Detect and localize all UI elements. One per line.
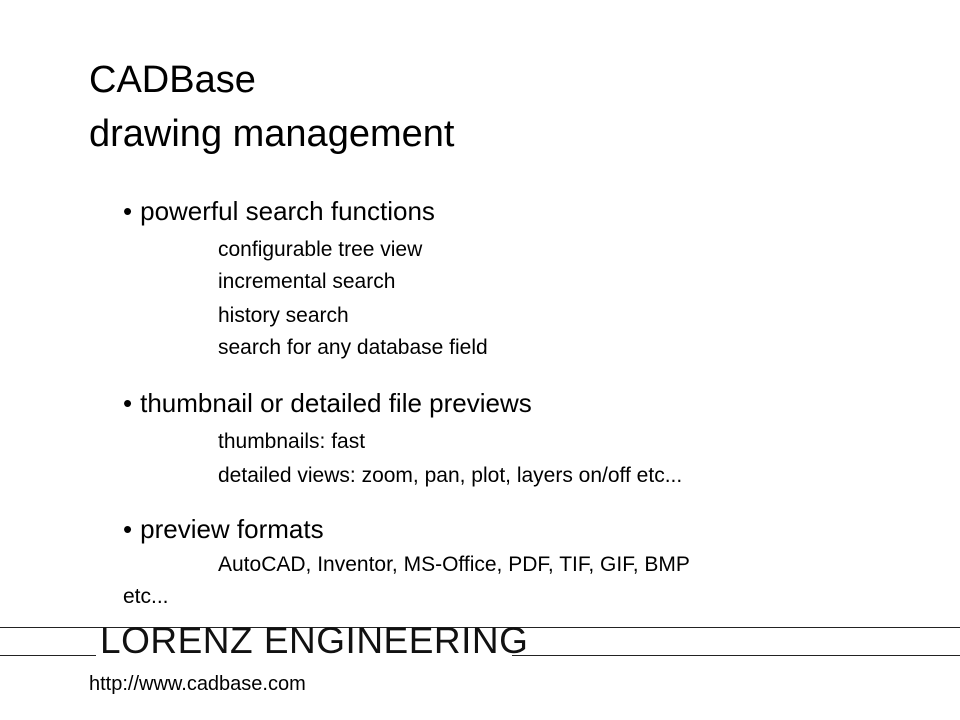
bullet-icon: • [123, 514, 133, 544]
section-heading-formats [123, 514, 324, 544]
list-item: history search [218, 304, 349, 327]
list-item: thumbnails: fast [218, 430, 366, 453]
bullet-icon: • [123, 196, 133, 226]
list-item: detailed views: zoom, pan, plot, layers on/off etc... [218, 464, 683, 487]
slide-title-line1: CADBase [89, 59, 256, 101]
logo-rule-bottom-right [512, 655, 960, 656]
list-item: AutoCAD, Inventor, MS-Office, PDF, TIF, GIF, BMP [218, 553, 690, 576]
section-heading-text: thumbnail or detailed file previews [140, 388, 532, 418]
section-heading-text: powerful search functions [140, 196, 435, 226]
list-item-continuation: etc... [123, 585, 169, 608]
company-logo: LORENZ ENGINEERING [100, 620, 529, 661]
logo-rule-bottom-left [0, 655, 96, 656]
list-item: search for any database field [218, 336, 488, 359]
section-heading-previews [123, 388, 532, 418]
website-url: http://www.cadbase.com [89, 673, 306, 695]
section-heading-search [123, 196, 435, 226]
bullet-icon: • [123, 388, 133, 418]
slide-title-line2: drawing management [89, 113, 455, 155]
section-heading-text: preview formats [140, 514, 324, 544]
list-item: configurable tree view [218, 238, 423, 261]
list-item: incremental search [218, 270, 396, 293]
